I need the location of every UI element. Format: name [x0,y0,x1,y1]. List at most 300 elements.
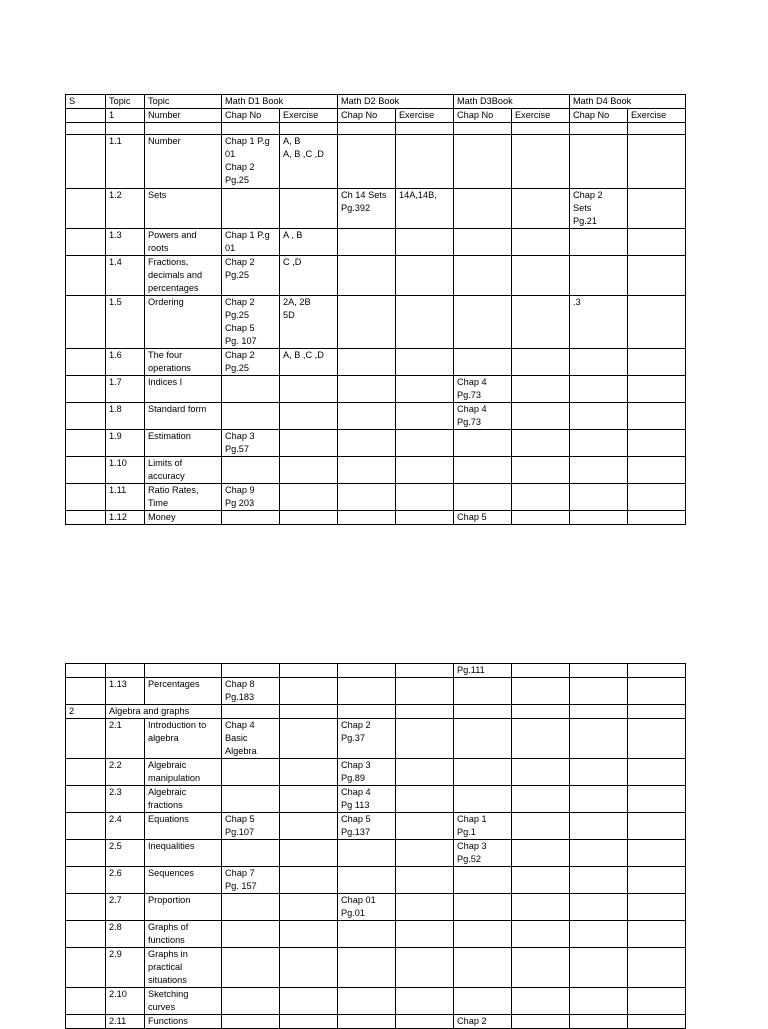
table-cell: Fractions, decimals and percentages [145,256,222,296]
table-cell [512,229,570,256]
table-cell [222,840,280,867]
table-cell [222,894,280,921]
table-cell: S [66,95,106,109]
table-cell [280,786,338,813]
table-cell [280,867,338,894]
table-cell [338,948,396,988]
table-cell: 1.6 [106,349,145,376]
table-cell [570,229,628,256]
table-cell: Chap No [570,109,628,123]
table-cell [222,511,280,525]
table-cell: Topic [106,95,145,109]
table-cell [570,867,628,894]
table-cell: Chap 4 Pg.73 [454,403,512,430]
table-cell [280,678,338,705]
table-cell [280,457,338,484]
table-cell [512,867,570,894]
table-cell [66,109,106,123]
table-cell [280,921,338,948]
table-cell [396,484,454,511]
table-cell [396,894,454,921]
table-cell: Powers and roots [145,229,222,256]
table-cell: Topic [145,95,222,109]
table-cell: Equations [145,813,222,840]
table-cell [570,135,628,189]
table-cell: Algebraic fractions [145,786,222,813]
table-cell: Graphs of functions [145,921,222,948]
table-cell: Chap 2 Pg.25 [222,256,280,296]
table-row [66,1015,686,1029]
table-cell [512,988,570,1015]
table-cell [512,678,570,705]
table-cell [66,759,106,786]
table-cell [628,430,686,457]
table-cell [338,229,396,256]
table-cell [512,484,570,511]
table-cell [66,229,106,256]
table-cell [222,948,280,988]
table-row [66,948,686,988]
table-cell [628,786,686,813]
table-cell [66,376,106,403]
table-cell [628,349,686,376]
table-cell [454,867,512,894]
table-cell [454,457,512,484]
table-cell [66,867,106,894]
table-cell [396,786,454,813]
table-cell [570,988,628,1015]
table-cell [454,786,512,813]
table-cell: Chap 2 Pg.25 [222,349,280,376]
table-cell: 1.2 [106,189,145,229]
table-cell [570,256,628,296]
table-cell: Ch 14 Sets Pg.392 [338,189,396,229]
table-cell: 14A,14B, [396,189,454,229]
table-cell: 1 [106,109,145,123]
table-cell [280,430,338,457]
table-cell: 1.10 [106,457,145,484]
table-cell: 2.4 [106,813,145,840]
table-cell [338,840,396,867]
table-cell [396,511,454,525]
table-cell [280,719,338,759]
table-cell [338,123,396,135]
table-cell [570,705,628,719]
table-cell: Algebra and graphs [106,705,222,719]
table-cell: Functions [145,1015,222,1029]
table-cell: Ordering [145,296,222,349]
table-cell [66,135,106,189]
table-cell [338,705,396,719]
table-cell [396,296,454,349]
table-cell [222,664,280,678]
table-cell [280,759,338,786]
table-cell: Ratio Rates, Time [145,484,222,511]
table-row [66,430,686,457]
table-cell [280,988,338,1015]
table-cell [512,256,570,296]
table-cell [66,189,106,229]
table-cell [570,786,628,813]
table-cell [222,189,280,229]
table-cell: Pg.111 [454,664,512,678]
table-cell [628,123,686,135]
table-cell [396,256,454,296]
table-cell [222,1015,280,1029]
table-cell [454,921,512,948]
table-cell: 1.1 [106,135,145,189]
table-row [66,867,686,894]
table-cell: Chap No [222,109,280,123]
table-cell [66,988,106,1015]
table-cell [628,1015,686,1029]
table-cell [628,189,686,229]
table-cell [454,430,512,457]
table-cell: The four operations [145,349,222,376]
table-cell [66,430,106,457]
table-cell [396,664,454,678]
table-cell [338,678,396,705]
table-cell [66,948,106,988]
table-cell: Math D2 Book [338,95,454,109]
table-cell [396,349,454,376]
table-row [66,719,686,759]
table-cell [222,921,280,948]
table-cell [570,948,628,988]
table-cell [570,840,628,867]
table-cell [338,296,396,349]
table-cell [570,678,628,705]
table-cell: Chap 2 Pg.25 Chap 5 Pg. 107 [222,296,280,349]
table-cell [512,403,570,430]
table-row [66,664,686,678]
table-cell [280,484,338,511]
table-cell [628,229,686,256]
table-cell [454,349,512,376]
table-cell [570,921,628,948]
table-cell [628,719,686,759]
table-row [66,786,686,813]
table-cell: Math D3Book [454,95,570,109]
table-cell: A, B ,C ,D [280,349,338,376]
table-cell [512,948,570,988]
table-cell [66,256,106,296]
table-row [66,189,686,229]
table-cell [396,403,454,430]
table-cell [222,457,280,484]
table-cell: 2.5 [106,840,145,867]
table-cell [454,123,512,135]
table-cell [512,511,570,525]
table-cell [628,664,686,678]
table-row [66,229,686,256]
table-cell [66,894,106,921]
table-cell [222,705,280,719]
table-cell: Chap 7 Pg. 157 [222,867,280,894]
table-cell [145,664,222,678]
table-cell [66,1015,106,1029]
table-row [66,95,686,109]
table-row [66,678,686,705]
table-body [66,95,686,525]
table-cell: Chap 8 Pg.183 [222,678,280,705]
table-cell [628,511,686,525]
table-cell: Chap No [454,109,512,123]
table-cell [396,135,454,189]
table-cell [628,948,686,988]
table-cell: Proportion [145,894,222,921]
table-cell: Chap 5 [454,511,512,525]
table-cell: Percentages [145,678,222,705]
table-cell: 2.10 [106,988,145,1015]
table-cell: Chap 3 Pg.57 [222,430,280,457]
table-row [66,511,686,525]
table-cell [338,376,396,403]
table-cell [454,256,512,296]
table-cell [338,135,396,189]
table-cell [396,867,454,894]
table-cell [570,759,628,786]
table-cell [280,1015,338,1029]
table-cell [280,123,338,135]
table-cell [628,894,686,921]
table-cell [454,948,512,988]
table-cell: Chap 1 Pg.1 [454,813,512,840]
table-cell: Introduction to algebra [145,719,222,759]
table-cell [396,705,454,719]
table-cell [280,840,338,867]
table-cell [628,867,686,894]
table-cell: Number [145,135,222,189]
table-cell [280,948,338,988]
syllabus-table-bottom [65,663,686,1029]
table-cell: Chap No [338,109,396,123]
table-row [66,256,686,296]
table-cell [454,229,512,256]
table-cell [628,705,686,719]
table-cell [512,430,570,457]
table-cell [396,678,454,705]
table-row [66,123,686,135]
table-cell [396,719,454,759]
table-cell: Chap 2 [454,1015,512,1029]
table-row [66,296,686,349]
table-row [66,109,686,123]
table-cell [396,229,454,256]
table-cell [570,349,628,376]
table-cell: 1.11 [106,484,145,511]
table-cell: 1.5 [106,296,145,349]
table-cell [570,511,628,525]
table-cell: 1.13 [106,678,145,705]
table-row [66,457,686,484]
table-cell [66,403,106,430]
table-cell: Chap 1 P.g 01 Chap 2 Pg.25 [222,135,280,189]
table-cell [396,430,454,457]
table-cell [570,1015,628,1029]
table-cell: Algebraic manipulation [145,759,222,786]
table-cell: Limits of accuracy [145,457,222,484]
table-cell [396,1015,454,1029]
table-cell: 2.11 [106,1015,145,1029]
table-cell: Chap 3 Pg.89 [338,759,396,786]
table-cell [66,296,106,349]
table-cell [570,430,628,457]
table-cell: 2 [66,705,106,719]
table-cell [106,123,145,135]
table-cell [280,894,338,921]
table-cell [66,484,106,511]
table-cell: Chap 5 Pg.107 [222,813,280,840]
table-cell [454,894,512,921]
table-cell [222,376,280,403]
table-cell [396,988,454,1015]
table-cell [512,296,570,349]
table-cell: Chap 4 Pg 113 [338,786,396,813]
table-cell: 2.6 [106,867,145,894]
table-cell: Number [145,109,222,123]
table-cell: 1.3 [106,229,145,256]
table-cell [396,921,454,948]
table-row [66,403,686,430]
table-row [66,705,686,719]
table-cell [222,786,280,813]
table-cell [338,403,396,430]
table-cell [280,813,338,840]
table-cell [396,123,454,135]
table-cell [570,376,628,403]
table-cell [66,813,106,840]
table-cell [454,189,512,229]
table-cell [280,376,338,403]
table-cell [512,123,570,135]
table-cell [454,759,512,786]
table-cell [628,813,686,840]
table-cell: 1.7 [106,376,145,403]
table-cell [628,759,686,786]
table-cell: 2.2 [106,759,145,786]
table-cell [628,457,686,484]
table-cell [454,484,512,511]
table-cell [338,256,396,296]
table-cell [570,719,628,759]
table-cell [628,988,686,1015]
table-cell: Chap 9 Pg 203 [222,484,280,511]
table-cell [512,457,570,484]
table-row [66,813,686,840]
table-cell: Chap 1 P.g 01 [222,229,280,256]
table-cell [628,296,686,349]
table-cell: A , B [280,229,338,256]
table-row [66,135,686,189]
table-cell: 2A, 2B 5D [280,296,338,349]
table-cell [512,840,570,867]
table-row [66,894,686,921]
table-cell [396,813,454,840]
table-cell: Math D1 Book [222,95,338,109]
table-cell [512,719,570,759]
table-cell: Chap 2 Sets Pg.21 [570,189,628,229]
table-cell [66,664,106,678]
table-cell: Chap 2 Pg.37 [338,719,396,759]
table-cell: Sequences [145,867,222,894]
table-cell [512,894,570,921]
table-cell [66,678,106,705]
table-cell [512,1015,570,1029]
table-cell: Chap 4 Basic Algebra [222,719,280,759]
table-cell [570,813,628,840]
table-cell [338,484,396,511]
table-cell [66,719,106,759]
table-cell [338,1015,396,1029]
table-cell: Exercise [396,109,454,123]
table-row [66,349,686,376]
table-cell [570,894,628,921]
table-cell [222,988,280,1015]
table-cell [338,430,396,457]
table-cell: Exercise [628,109,686,123]
table-cell [338,511,396,525]
table-cell [396,759,454,786]
table-cell [570,457,628,484]
table-cell [222,403,280,430]
table-cell [454,135,512,189]
table-cell [454,988,512,1015]
table-cell [512,376,570,403]
table-row [66,988,686,1015]
table-body [66,664,686,1029]
table-cell [280,403,338,430]
table-cell [66,457,106,484]
table-cell: A, B A, B ,C ,D [280,135,338,189]
table-cell [628,484,686,511]
table-row [66,840,686,867]
table-cell [512,135,570,189]
table-cell: 2.9 [106,948,145,988]
table-cell [628,376,686,403]
table-cell: 2.8 [106,921,145,948]
table-cell [512,349,570,376]
table-cell: Chap 01 Pg.01 [338,894,396,921]
table-cell [454,705,512,719]
table-cell: Graphs in practical situations [145,948,222,988]
table-cell [570,123,628,135]
table-cell [454,719,512,759]
table-cell [628,256,686,296]
table-cell [106,664,145,678]
table-cell [222,123,280,135]
table-cell: 1.4 [106,256,145,296]
table-cell [512,189,570,229]
table-cell [628,840,686,867]
table-cell: Chap 3 Pg.52 [454,840,512,867]
table-cell [280,189,338,229]
table-cell: Sets [145,189,222,229]
table-cell: Exercise [280,109,338,123]
table-cell [396,376,454,403]
table-cell: Chap 4 Pg.73 [454,376,512,403]
table-cell: Chap 5 Pg.137 [338,813,396,840]
table-cell: 2.1 [106,719,145,759]
table-cell [66,123,106,135]
table-cell [338,457,396,484]
table-cell: .3 [570,296,628,349]
table-cell [628,921,686,948]
table-cell: C ,D [280,256,338,296]
table-cell: Inequalities [145,840,222,867]
table-cell [570,664,628,678]
table-cell: 1.9 [106,430,145,457]
